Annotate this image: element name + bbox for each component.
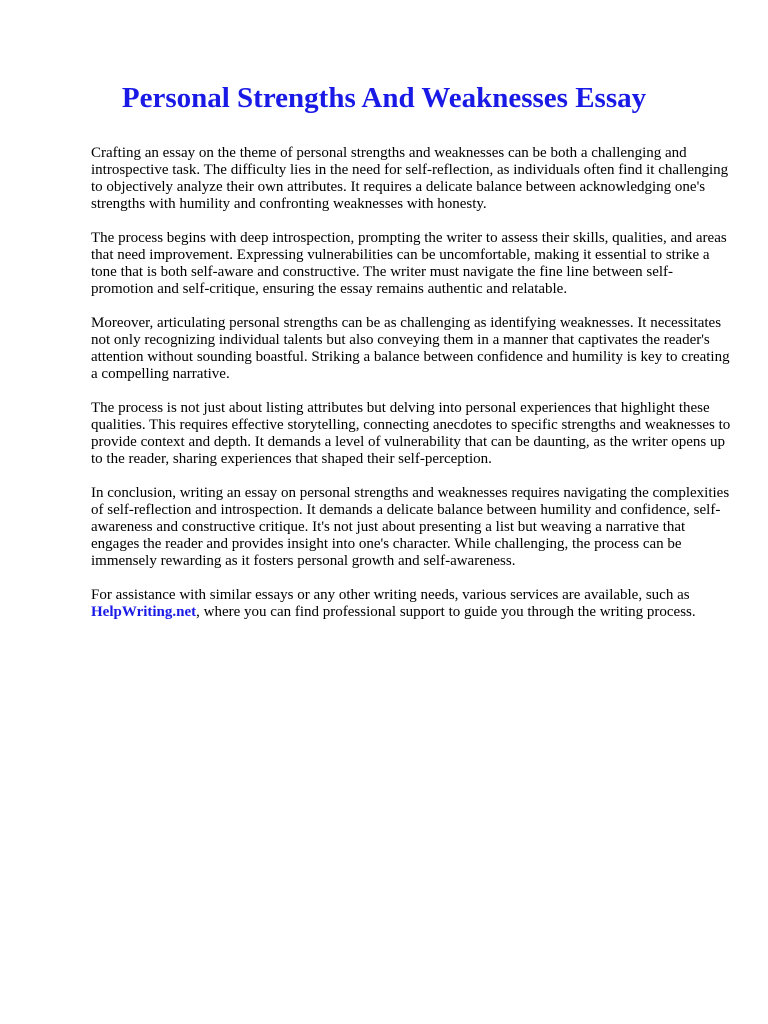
helpwriting-link[interactable]: HelpWriting.net <box>91 604 197 620</box>
paragraph-3: Moreover, articulating personal strengths can be as challenging as identifying weaknesses. It necessitates not only recognizing individual talents but also conveying them in a manner that captivates the reader's attention without sounding boastful. Striking a balance between confidence and humility is key to creating a compelling narrative. <box>91 315 730 382</box>
paragraph-4: The process is not just about listing attributes but delving into personal experiences that highlight these qualities. This requires effective storytelling, connecting anecdotes to specific strengths and weaknesses to provide context and depth. It demands a level of vulnerability that can be daunting, as the writer opens up to the reader, sharing experiences that shaped their self-perception. <box>91 400 731 467</box>
closing-paragraph <box>91 587 731 621</box>
paragraph-1: Crafting an essay on the theme of personal strengths and weaknesses can be both a challenging and introspective task. The difficulty lies in the need for self-reflection, as individuals often find it challenging to objectively analyze their own attributes. It requires a delicate balance between acknowledging one's strengths with humility and confronting weaknesses with honesty. <box>91 145 729 212</box>
paragraph-5: In conclusion, writing an essay on personal strengths and weaknesses requires navigating the complexities of self-reflection and introspection. It demands a delicate balance between humility and confidence, self-awareness and constructive critique. It's not just about presenting a list but weaving a narrative that engages the reader and provides insight into one's character. While challenging, the process can be immensely rewarding as it fosters personal growth and self-awareness. <box>91 485 730 569</box>
page-title: Personal Strengths And Weaknesses Essay <box>121 82 647 114</box>
closing-text-before-link: For assistance with similar essays or any other writing needs, various services are available, such as <box>91 587 690 603</box>
closing-text-after-link: , where you can find professional support to guide you through the writing process. <box>196 604 696 620</box>
paragraph-2: The process begins with deep introspection, prompting the writer to assess their skills, qualities, and areas that need improvement. Expressing vulnerabilities can be uncomfortable, making it essential to strike a tone that is both self-aware and constructive. The writer must navigate the fine line between self-promotion and self-critique, ensuring the essay remains authentic and relatable. <box>91 230 727 297</box>
essay-body <box>91 145 731 638</box>
